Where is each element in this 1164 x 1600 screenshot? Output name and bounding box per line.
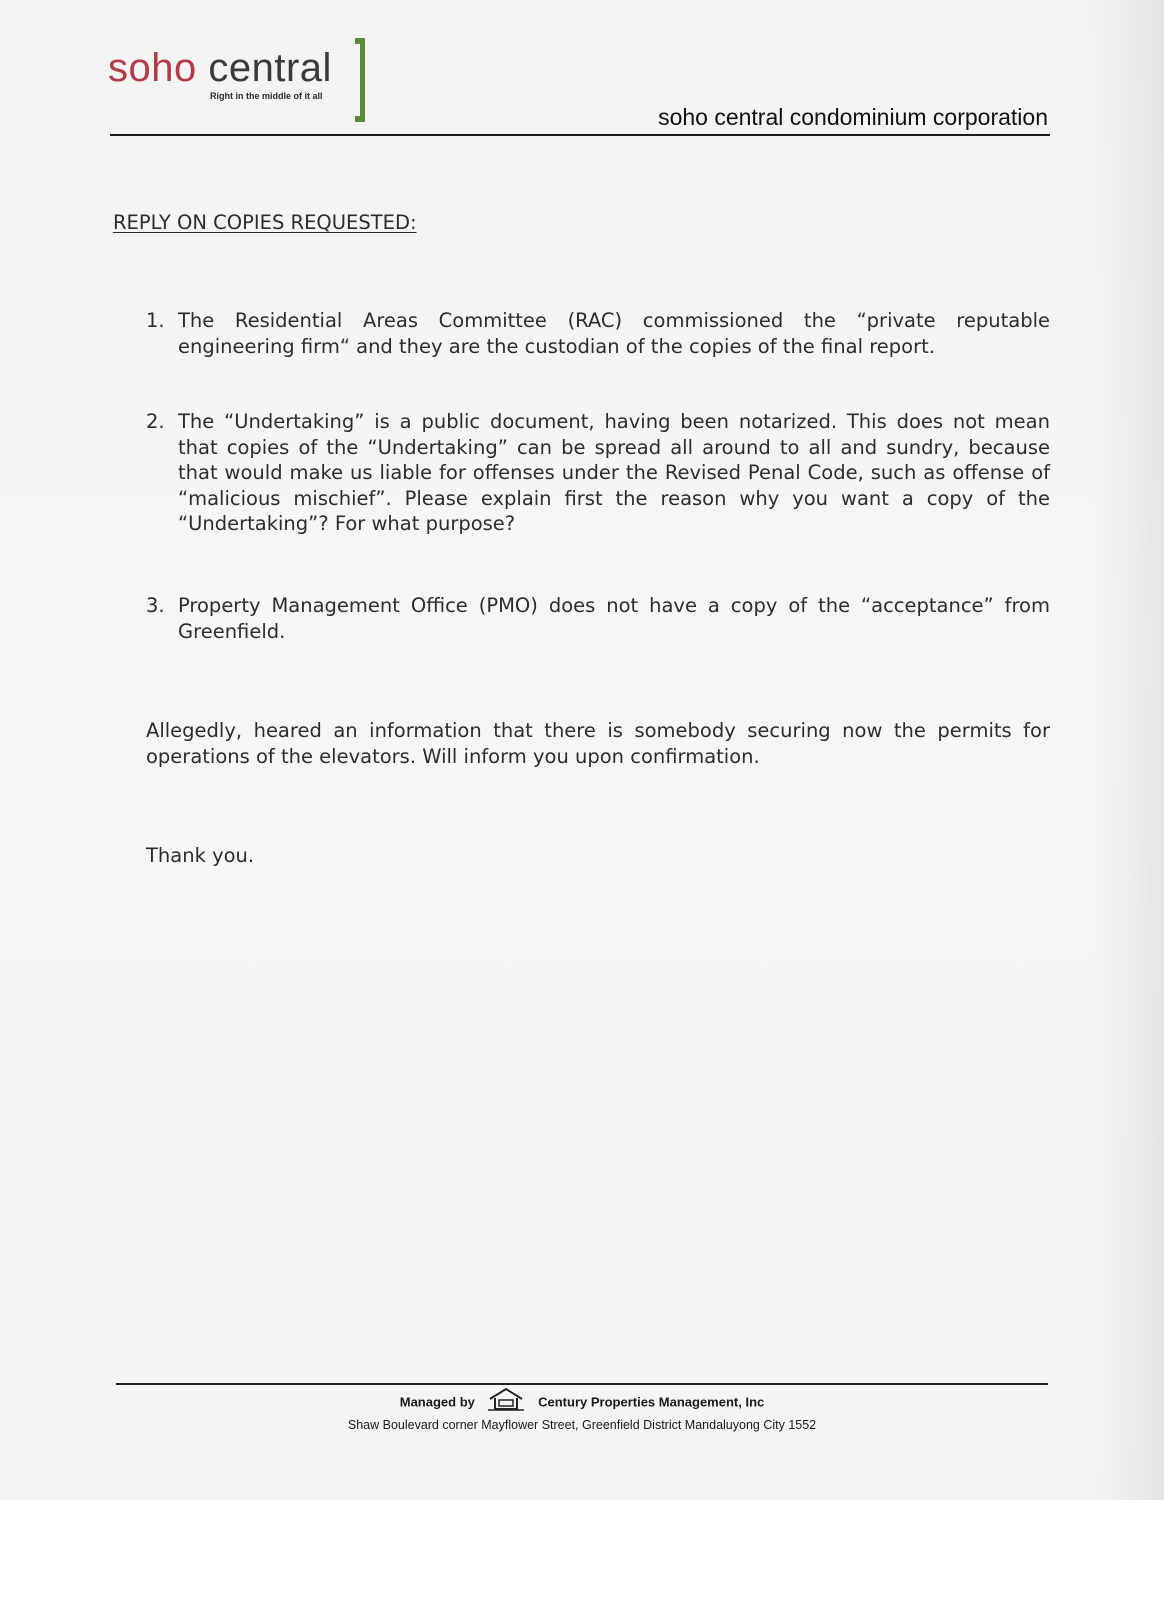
- footer-management: [0, 1386, 1164, 1418]
- logo-bracket-icon: [353, 36, 373, 124]
- management-company-name: Century Properties Management, Inc: [538, 1394, 765, 1410]
- list-item: [146, 308, 1050, 359]
- organization-name: soho central condominium corporation: [658, 104, 1048, 130]
- scan-bottom-margin: [0, 1500, 1164, 1600]
- century-properties-house-icon: [487, 1386, 525, 1412]
- header-divider: [110, 134, 1050, 136]
- list-item-number: 3.: [146, 594, 165, 617]
- logo-tagline: Right in the middle of it all: [210, 91, 323, 101]
- list-item-number: 2.: [146, 410, 165, 433]
- section-heading: REPLY ON COPIES REQUESTED:: [113, 211, 417, 234]
- logo-word-central: central: [208, 46, 332, 90]
- list-item: [146, 593, 1050, 644]
- logo-wordmark: [108, 46, 332, 90]
- list-item-text: The Residential Areas Committee (RAC) commissioned the “private reputable engineering firm“ and they are the custodian of the copies of the final report.: [178, 309, 1050, 358]
- list-item-text: Property Management Office (PMO) does not have a copy of the “acceptance” from Greenfield.: [178, 594, 1050, 643]
- list-item-number: 1.: [146, 309, 165, 332]
- footer-address: Shaw Boulevard corner Mayflower Street, Greenfield District Mandaluyong City 1552: [347, 1418, 817, 1432]
- logo-word-soho: soho: [108, 46, 197, 90]
- footer-divider: [116, 1383, 1048, 1385]
- soho-central-logo: [108, 44, 388, 124]
- list-item: [146, 409, 1050, 537]
- managed-by-label: Managed by: [399, 1394, 475, 1410]
- list-item-text: The “Undertaking” is a public document, having been notarized. This does not mean that copies of the “Undertaking” can be spread all around to all and sundry, because that would make us liable for offenses under the Revised Penal Code, such as offense of “malicious mischief”. Please explain first the reason why you want a copy of the “Undertaking”? For what purpose?: [178, 410, 1050, 535]
- body-paragraph: Allegedly, heared an information that there is somebody securing now the permits for operations of the elevators. Will inform you upon confirmation.: [146, 719, 1050, 768]
- scan-shadow: [1094, 0, 1164, 1600]
- closing-line: Thank you.: [146, 844, 255, 867]
